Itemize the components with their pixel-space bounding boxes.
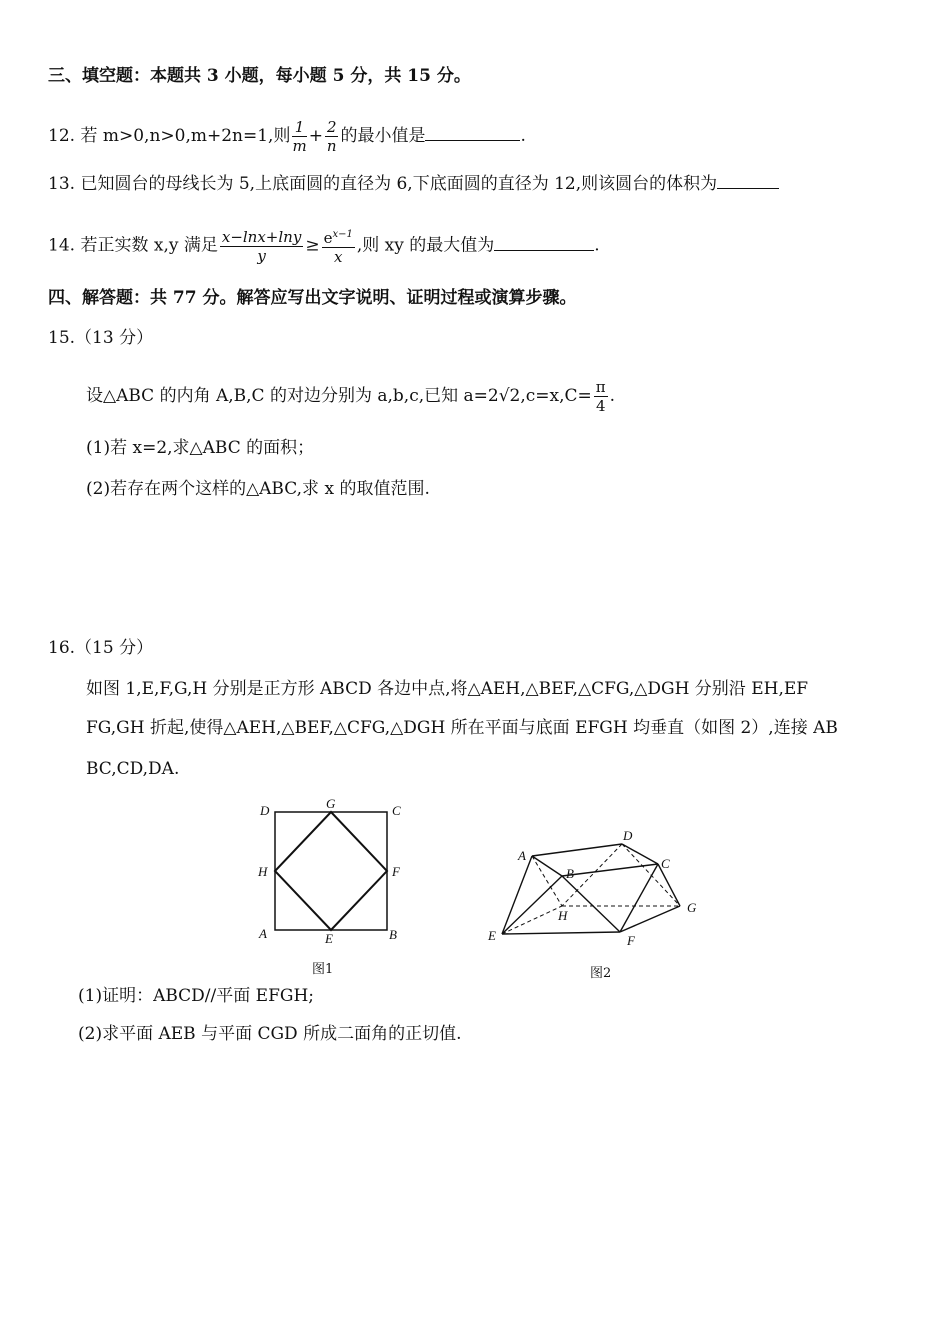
q14-end: . xyxy=(594,235,600,256)
q12-frac1-num: 1 xyxy=(292,118,306,137)
q15-part1: (1)若 x=2,求△ABC 的面积； xyxy=(86,438,315,458)
q14-frac2-sup: x−1 xyxy=(332,229,353,240)
question-13 xyxy=(48,172,779,196)
fig1-label-b: B xyxy=(389,927,397,942)
q16-stem-line2: FG,GH 折起,使得△AEH,△BEF,△CFG,△DGH 所在平面与底面 EFGH 均垂直（如图 2）,连接 AB xyxy=(86,718,838,738)
q15-pi-frac xyxy=(594,378,608,415)
fig1-square-efgh xyxy=(275,812,387,930)
fig1-label-e: E xyxy=(325,931,333,946)
section4-title: 四、解答题：共 77 分。解答应写出文字说明、证明过程或演算步骤。 xyxy=(48,288,577,308)
fig1-caption: 图1 xyxy=(312,962,334,977)
q13-text: 已知圆台的母线长为 5,上底面圆的直径为 6,下底面圆的直径为 12,则该圆台的体积为 xyxy=(80,174,718,194)
q14-frac2 xyxy=(322,226,355,266)
q14-number: 14. xyxy=(48,235,76,256)
q12-frac2 xyxy=(325,118,339,155)
q12-number: 12. xyxy=(48,126,76,146)
fig1-label-g: G xyxy=(326,796,336,811)
q13-answer-blank[interactable] xyxy=(717,172,779,189)
q13-number: 13. xyxy=(48,174,76,194)
q15-pi-den: 4 xyxy=(595,397,606,415)
q14-frac1 xyxy=(220,228,303,265)
q16-stem-line1: 如图 1,E,F,G,H 分别是正方形 ABCD 各边中点,将△AEH,△BEF,△CFG,△DGH 分别沿 EH,EF xyxy=(86,679,809,699)
fig1-square-abcd xyxy=(275,812,387,930)
fig2-label-c: C xyxy=(661,856,670,871)
fig1-label-d: D xyxy=(260,803,270,818)
question-12 xyxy=(48,118,526,155)
q15-part2: (2)若存在两个这样的△ABC,求 x 的取值范围. xyxy=(86,479,430,499)
q16-stem-line3: BC,CD,DA. xyxy=(86,759,180,779)
q16-part2: (2)求平面 AEB 与平面 CGD 所成二面角的正切值. xyxy=(78,1024,462,1044)
q14-frac2-num xyxy=(322,226,355,248)
q14-frac1-num: x−lnx+lny xyxy=(221,227,302,246)
q15-stem xyxy=(86,378,615,415)
q15-header: 15.（13 分） xyxy=(48,328,154,348)
q12-frac2-den: n xyxy=(326,137,337,155)
q14-frac2-base: e xyxy=(323,229,333,247)
section3-title: 三、填空题：本题共 3 小题，每小题 5 分，共 15 分。 xyxy=(48,66,471,86)
q16-header: 16.（15 分） xyxy=(48,638,154,658)
fig2-caption: 图2 xyxy=(590,966,612,981)
q16-part1: (1)证明：ABCD//平面 EFGH; xyxy=(78,986,314,1006)
q14-answer-blank[interactable] xyxy=(494,234,594,251)
fig2-label-f: F xyxy=(627,933,635,948)
q12-suffix: 的最小值是 xyxy=(340,126,426,146)
fig1-label-f: F xyxy=(392,864,400,879)
fig2-label-g: G xyxy=(687,900,697,915)
fig1-label-c: C xyxy=(392,803,401,818)
q12-frac1 xyxy=(292,118,306,155)
q12-plus: + xyxy=(308,126,323,146)
fig2-label-h: H xyxy=(558,908,568,923)
q14-frac1-den: y xyxy=(257,246,266,265)
q12-answer-blank[interactable] xyxy=(425,124,520,141)
figure-1 xyxy=(250,795,420,950)
fig1-label-a: A xyxy=(259,926,267,941)
q15-pi-num: π xyxy=(595,378,606,396)
fig1-label-h: H xyxy=(258,864,268,879)
q12-prefix: 若 m>0,n>0,m+2n=1,则 xyxy=(80,126,291,146)
q12-frac1-den: m xyxy=(292,137,307,155)
fig2-label-a: A xyxy=(518,848,526,863)
q12-frac2-num: 2 xyxy=(326,118,337,136)
q14-prefix: 若正实数 x,y 满足 xyxy=(80,235,218,256)
q12-end: . xyxy=(520,126,526,146)
fig2-label-b: B xyxy=(566,866,574,881)
fig2-label-e: E xyxy=(488,928,496,943)
fig2-label-d: D xyxy=(623,828,633,843)
figure-2 xyxy=(480,820,710,955)
question-14 xyxy=(48,226,600,266)
q14-ge: ≥ xyxy=(305,235,320,256)
q14-frac2-den: x xyxy=(333,248,343,266)
q15-stem-end: . xyxy=(609,386,616,406)
q15-stem-prefix: 设△ABC 的内角 A,B,C 的对边分别为 a,b,c,已知 a=2√2,c=x,C= xyxy=(86,386,592,406)
q14-suffix: ,则 xy 的最大值为 xyxy=(356,235,495,256)
